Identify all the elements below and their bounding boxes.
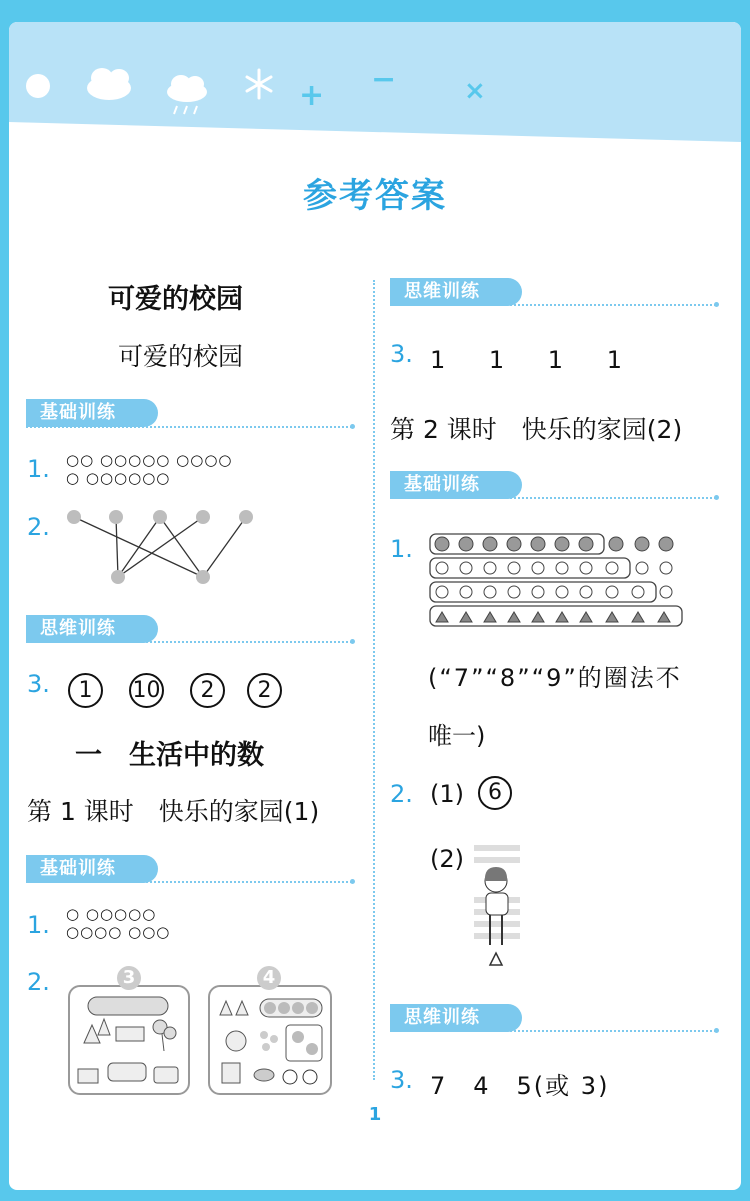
circle-answer-line: ○○○○ ○○○ (66, 923, 171, 941)
party-items-illustration (70, 987, 188, 1093)
section-tag-basic: 基础训练 (390, 471, 522, 499)
circled-groups-illustration (426, 532, 688, 628)
lesson-title: 第 1 课时 快乐的家园(1) (27, 797, 320, 826)
part-label: (2) (430, 845, 464, 873)
circled-answer: 6 (478, 776, 512, 810)
minus-symbol: − (371, 62, 397, 97)
number-badge: 3 (117, 966, 141, 990)
note-line: (“7”“8”“9”的圈法不 (428, 664, 682, 692)
matching-diagram (60, 505, 260, 590)
note-line: 唯一) (428, 722, 486, 750)
circle-answer-line: ○ ○○○○○○ (66, 469, 171, 487)
page-title: 参考答案 (303, 176, 447, 216)
page-number: 1 (368, 1104, 382, 1125)
section-dotted-line (26, 881, 352, 883)
answer-values: 1 1 1 1 (430, 346, 626, 374)
answer-values: 7 4 5(或 3) (430, 1072, 610, 1100)
section-tag-thinking: 思维训练 (26, 615, 158, 643)
circle-answer-line: ○ ○○○○○ (66, 905, 157, 923)
section-tag-thinking: 思维训练 (390, 1004, 522, 1032)
question-number: 3. (390, 1066, 413, 1094)
circled-answer: 1 (68, 673, 103, 708)
section-dotted-line (390, 1030, 716, 1032)
question-number: 2. (27, 968, 50, 996)
section-dotted-line (26, 426, 352, 428)
unit-subtitle: 可爱的校园 (118, 342, 244, 371)
part-label: (1) (430, 780, 464, 808)
circled-answers (68, 673, 300, 708)
sports-items-illustration (210, 987, 330, 1093)
circled-answer: 2 (190, 673, 225, 708)
sun-icon (26, 74, 50, 98)
cloud-icon (87, 68, 131, 100)
section-dotted-line (26, 641, 352, 643)
lesson-title: 第 2 课时 快乐的家园(2) (390, 415, 683, 444)
question-number: 2. (27, 513, 50, 541)
question-number: 3. (390, 340, 413, 368)
section-tag-thinking: 思维训练 (390, 278, 522, 306)
section-tag-basic: 基础训练 (26, 855, 158, 883)
chapter-title: 一 生活中的数 (75, 740, 264, 771)
picture-box-party (68, 985, 190, 1095)
times-symbol: × (464, 76, 486, 106)
picture-box-sports (208, 985, 332, 1095)
number-badge: 4 (257, 966, 281, 990)
circled-answer: 2 (247, 673, 282, 708)
unit-title: 可爱的校园 (108, 284, 243, 315)
girl-on-stairs-illustration (474, 845, 520, 967)
question-number: 1. (27, 911, 50, 939)
section-tag-basic: 基础训练 (26, 399, 158, 427)
question-number: 1. (390, 535, 413, 563)
circled-answer: 10 (129, 673, 164, 708)
section-dotted-line (390, 304, 716, 306)
question-number: 2. (390, 780, 413, 808)
plus-symbol: + (299, 78, 325, 113)
circle-answer-line: ○○ ○○○○○ ○○○○ (66, 451, 233, 469)
section-dotted-line (390, 497, 716, 499)
column-divider (373, 280, 375, 1080)
question-number: 3. (27, 670, 50, 698)
question-number: 1. (27, 455, 50, 483)
